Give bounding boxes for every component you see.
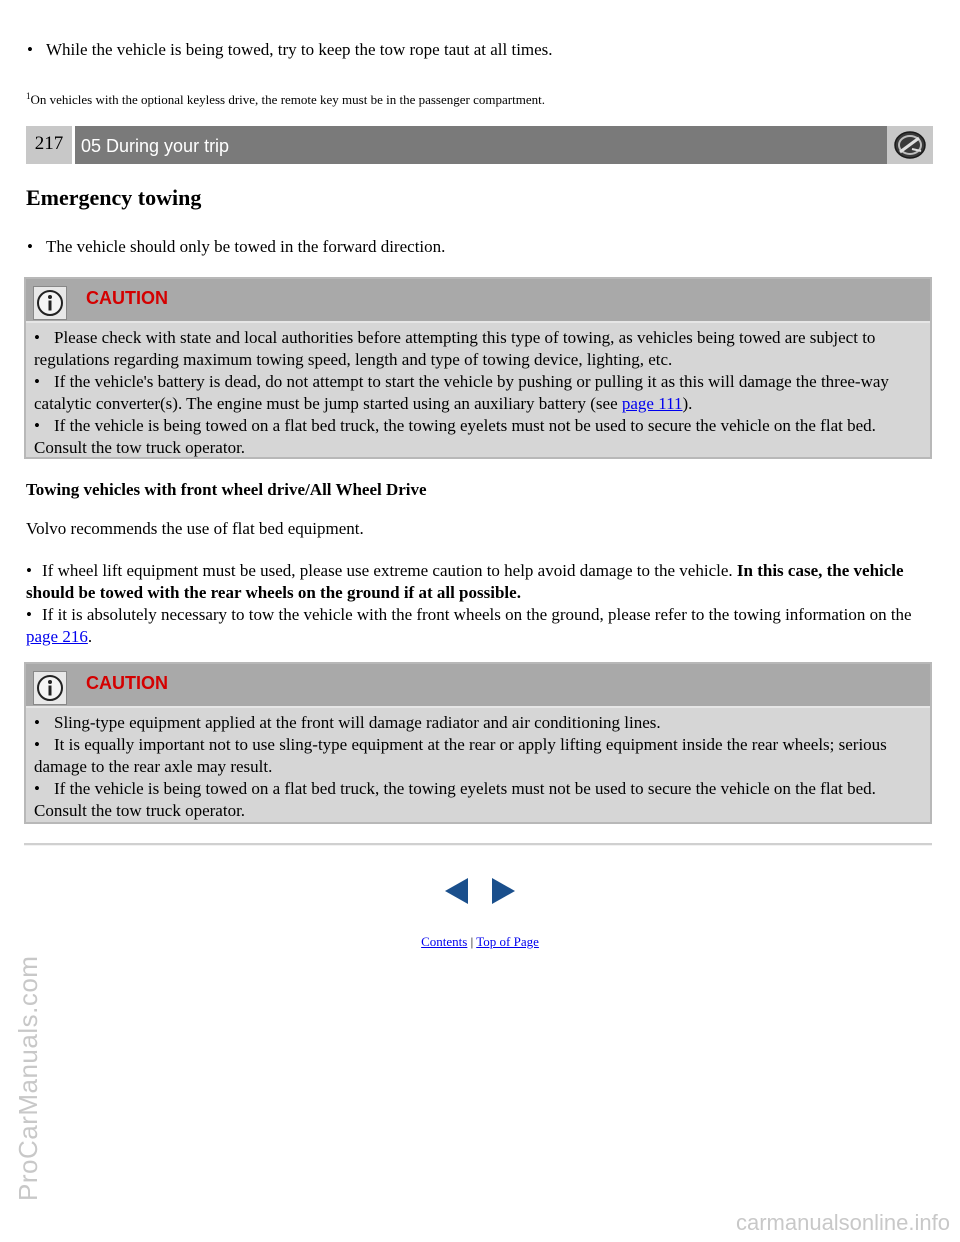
caution-box — [24, 662, 932, 824]
list-item — [26, 604, 926, 648]
wheel-lift-text-start: If it is absolutely necessary to tow the vehicle with the front wheels on the ground, please refer to the towing information on the — [42, 605, 912, 624]
steering-wheel-icon — [887, 126, 933, 164]
footer-separator: | — [470, 934, 474, 949]
wheel-lift-list — [26, 560, 926, 648]
caution-box — [24, 277, 932, 459]
bullet-icon: • — [34, 372, 40, 391]
bullet-icon: • — [27, 237, 33, 256]
list-item — [34, 712, 922, 734]
subheading: Towing vehicles with front wheel drive/All Wheel Drive — [26, 480, 427, 499]
next-page-arrow-icon[interactable] — [492, 878, 515, 904]
page-216-link[interactable]: page 216 — [26, 627, 88, 646]
section-title: 05 During your trip — [75, 126, 887, 164]
top-bullet-text: While the vehicle is being towed, try to keep the tow rope taut at all times. — [46, 40, 553, 59]
list-item — [34, 327, 922, 371]
footnote-text: On vehicles with the optional keyless drive, the remote key must be in the passenger compartment. — [30, 92, 545, 107]
bullet-icon: • — [34, 713, 40, 732]
page-navigation — [444, 876, 516, 906]
bullet-icon: • — [34, 416, 40, 435]
list-item — [34, 371, 922, 415]
caution-item-text: If the vehicle is being towed on a flat bed truck, the towing eyelets must not be used to secure the vehicle on the flat bed. Consult the tow truck operator. — [34, 779, 876, 820]
watermark-bottom: carmanualsonline.info — [735, 1210, 950, 1235]
info-icon — [33, 671, 67, 705]
caution-item-text: Please check with state and local authorities before attempting this type of towing, as vehicles being towed are subject to regulations regarding maximum towing speed, length and type of towing device, lighting, etc. — [34, 328, 876, 369]
bullet-icon: • — [27, 40, 33, 59]
caution-item-text-end: ). — [682, 394, 693, 413]
footnote — [26, 85, 545, 111]
page-title: Emergency towing — [26, 185, 202, 210]
list-item — [34, 778, 922, 822]
previous-page-arrow-icon[interactable] — [445, 878, 468, 904]
caution-item-text: Sling-type equipment applied at the front will damage radiator and air conditioning lines. — [54, 713, 661, 732]
forward-bullet-text: The vehicle should only be towed in the forward direction. — [46, 237, 446, 256]
caution-body — [26, 323, 930, 464]
footnote-marker: 1 — [26, 91, 31, 101]
divider — [24, 843, 932, 846]
bullet-icon: • — [34, 779, 40, 798]
watermark-left: ProCarManuals.com — [13, 955, 43, 1201]
recommendation-text: Volvo recommends the use of flat bed equipment. — [26, 519, 364, 538]
list-item — [34, 415, 922, 459]
wheel-lift-item-text — [26, 560, 926, 604]
bullet-icon: • — [26, 605, 32, 624]
page-111-link[interactable]: page 111 — [621, 394, 683, 413]
wheel-lift-bold-text: In this case, the vehicle should be towed with the rear wheels on the ground if at all possible. — [26, 561, 904, 602]
list-item — [34, 734, 922, 778]
caution-body — [26, 708, 930, 827]
bullet-icon: • — [34, 328, 40, 347]
page-number: 217 — [26, 126, 72, 164]
bullet-icon: • — [34, 735, 40, 754]
list-item — [26, 560, 926, 604]
caution-label: CAUTION — [86, 288, 168, 308]
caution-item-text: If the vehicle is being towed on a flat bed truck, the towing eyelets must not be used to secure the vehicle on the flat bed. Consult the tow truck operator. — [34, 416, 876, 457]
list-item — [27, 39, 927, 61]
top-of-page-link[interactable]: Top of Page — [476, 934, 539, 949]
wheel-lift-text-start: If wheel lift equipment must be used, please use extreme caution to help avoid damage to the vehicle. — [42, 561, 737, 580]
caution-header — [26, 664, 930, 708]
footer-links — [0, 931, 960, 953]
wheel-lift-item-text — [26, 604, 926, 648]
caution-header — [26, 279, 930, 323]
info-icon — [33, 286, 67, 320]
caution-item-text-start: If the vehicle's battery is dead, do not attempt to start the vehicle by pushing or pulling it as this will damage the three-way catalytic converter(s). The engine must be jump started using an auxiliary battery (see — [34, 372, 889, 413]
caution-item-text: It is equally important not to use sling-type equipment at the rear or apply lifting equipment inside the rear wheels; serious damage to the rear axle may result. — [34, 735, 887, 776]
list-item — [27, 236, 445, 258]
bullet-icon: • — [26, 561, 32, 580]
section-header-bar — [26, 126, 933, 164]
wheel-lift-text-end: . — [87, 627, 93, 646]
caution-label: CAUTION — [86, 673, 168, 693]
caution-item-text — [34, 371, 922, 415]
contents-link[interactable]: Contents — [421, 934, 468, 949]
